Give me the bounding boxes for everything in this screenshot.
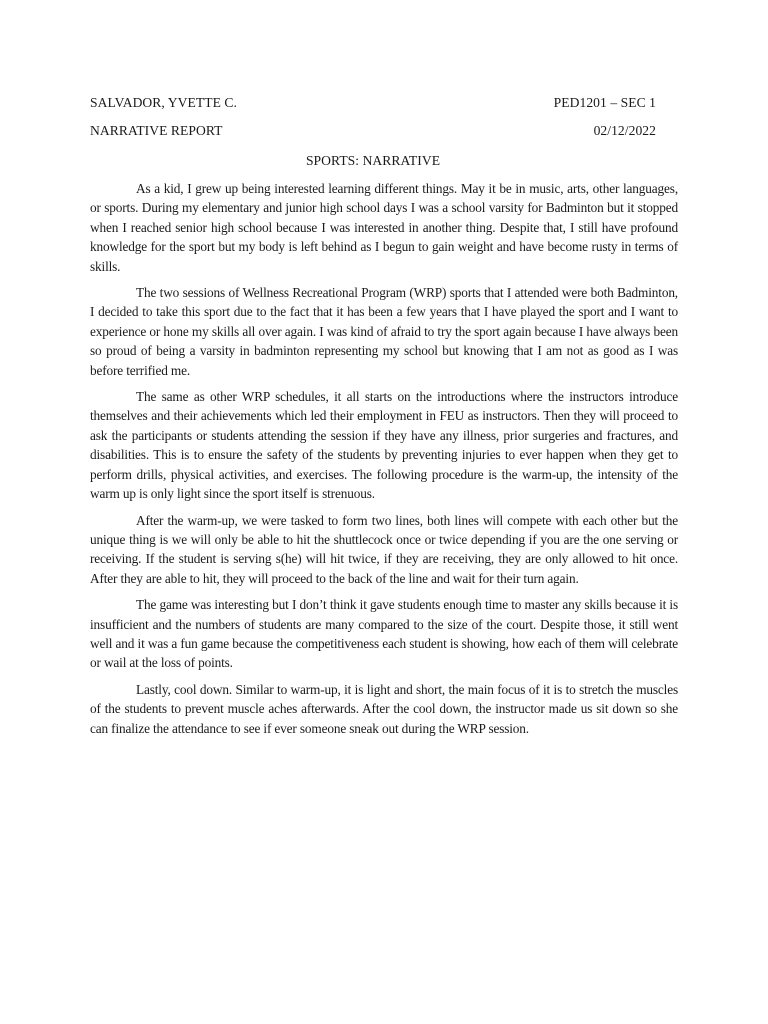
report-date: 02/12/2022 [593, 123, 656, 138]
paragraph-5: The game was interesting but I don’t think it gave students enough time to master any skills because it is insufficient and the numbers of students are many compared to the size of the court. Despite those, it still went well and it was a fun game because the competitiveness each student is showing, how each of them will celebrate or wail at the loss of points. [90, 597, 678, 671]
document-body [90, 179, 678, 745]
report-type: NARRATIVE REPORT [90, 123, 223, 138]
header-row-1 [90, 93, 656, 113]
paragraph-6: Lastly, cool down. Similar to warm-up, it is light and short, the main focus of it is to stretch the muscles of the students to prevent muscle aches afterwards. After the cool down, the instructor made us sit down so she can finalize the attendance to see if ever someone sneak out during the WRP session. [90, 681, 678, 736]
paragraph-2: The two sessions of Wellness Recreational Program (WRP) sports that I attended were both Badminton, I decided to take this sport due to the fact that it has been a few years that I have played the sport and I want to experience or hone my skills all over again. I was kind of afraid to try the sport again because I have always been so proud of being a varsity in badminton representing my school but knowing that I am not as good as I was before terrified me. [90, 285, 678, 378]
course-section: PED1201 – SEC 1 [553, 95, 656, 110]
header-row-2 [90, 121, 656, 141]
paragraph-3: The same as other WRP schedules, it all starts on the introductions where the instructors introduce themselves and their achievements which led their employment in FEU as instructors. Then they will proceed to ask the participants or students attending the session if they have any illness, prior surgeries and fractures, and disabilities. This is to ensure the safety of the students by preventing injuries to ever happen when they get to perform drills, physical activities, and exercises. The following procedure is the warm-up, the intensity of the warm up is only light since the sport itself is strenuous. [90, 389, 678, 502]
document-title: SPORTS: NARRATIVE [305, 153, 441, 168]
student-name: SALVADOR, YVETTE C. [90, 95, 237, 110]
paragraph-1: As a kid, I grew up being interested learning different things. May it be in music, arts, other languages, or sports. During my elementary and junior high school days I was a school varsity for Badminton but it stopped when I reached senior high school because I was interested in another thing. Despite that, I still have profound knowledge for the sport but my body is left behind as I begun to gain weight and have become rusty in terms of skills. [90, 181, 678, 274]
paragraph-4: After the warm-up, we were tasked to form two lines, both lines will compete with each other but the unique thing is we will only be able to hit the shuttlecock once or twice depending if you are the one serving or receiving. If the student is serving s(he) will hit twice, if they are receiving, they are only allowed to hit once. After they are able to hit, they will proceed to the back of the line and wait for their turn again. [90, 512, 678, 586]
